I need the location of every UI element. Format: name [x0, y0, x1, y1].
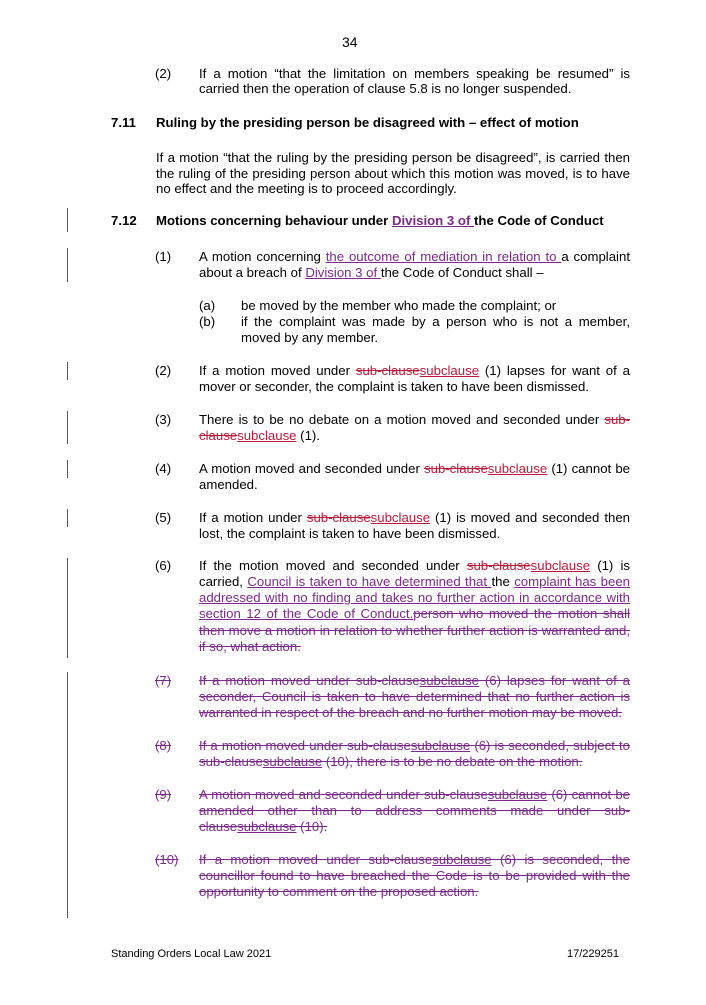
item-number: (2) — [155, 363, 172, 378]
paragraph-line: If a motion “that the limitation on members speaking be resumed” is — [199, 66, 630, 81]
paragraph-line: warranted in respect of the breach and no further motion may be moved. — [199, 705, 622, 720]
change-bar — [67, 558, 68, 658]
paragraph-line: mover or seconder, the complaint is taken to have been dismissed. — [199, 379, 589, 394]
change-bar — [67, 509, 68, 527]
paragraph-line: lost, the complaint is taken to have been dismissed. — [199, 526, 501, 541]
item-number: (7) — [155, 673, 172, 688]
item-number: (10) — [155, 852, 179, 867]
paragraph-line: seconder, Council is taken to have determined that no further action is — [199, 689, 630, 704]
item-number: (2) — [155, 66, 172, 81]
paragraph-line: clausesubclause (10). — [199, 819, 328, 834]
change-bar — [67, 411, 68, 444]
paragraph-line: amended other than to address comments made under sub- — [199, 803, 630, 818]
item-number: (3) — [155, 412, 172, 427]
paragraph-line: A motion moved and seconded under sub-clausesubclause (1) cannot be — [199, 461, 630, 476]
paragraph-line: councillor found to have breached the Code is to be provided with the — [199, 868, 630, 883]
item-number: (1) — [155, 249, 172, 264]
change-bar — [67, 208, 68, 232]
paragraph-line: no effect and the meeting is to proceed accordingly. — [156, 181, 457, 196]
paragraph-line: if the complaint was made by a person who is not a member, — [241, 314, 630, 329]
footer-title: Standing Orders Local Law 2021 — [111, 948, 272, 960]
footer-reference: 17/229251 — [567, 948, 619, 960]
section-title: Motions concerning behaviour under Division 3 of the Code of Conduct — [156, 213, 604, 228]
paragraph-line: be moved by the member who made the complaint; or — [241, 298, 557, 313]
section-number: 7.12 — [111, 213, 137, 228]
section-title: Ruling by the presiding person be disagreed with – effect of motion — [156, 115, 579, 130]
change-bar — [67, 460, 68, 478]
subitem-number: (a) — [199, 298, 216, 313]
paragraph-line: If a motion moved under sub-clausesubclause (6) is seconded, the — [199, 852, 630, 867]
change-bar — [67, 362, 68, 380]
subitem-number: (b) — [199, 314, 216, 329]
paragraph-line: if so, what action. — [199, 639, 301, 654]
paragraph-line: the ruling of the presiding person about which this motion was moved, is to have — [156, 166, 630, 181]
paragraph-line: addressed with no finding and takes no further action in accordance with — [199, 590, 630, 605]
paragraph-line: section 12 of the Code of Conduct.person who moved the motion shall — [199, 606, 631, 621]
paragraph-line: A motion concerning the outcome of mediation in relation to a complaint — [199, 249, 630, 264]
paragraph-line: There is to be no debate on a motion moved and seconded under sub- — [199, 412, 630, 427]
page-number: 34 — [342, 34, 358, 50]
item-number: (4) — [155, 461, 172, 476]
paragraph-line: If a motion moved under sub-clausesubclause (1) lapses for want of a — [199, 363, 630, 378]
item-number: (6) — [155, 558, 172, 573]
paragraph-line: A motion moved and seconded under sub-clausesubclause (6) cannot be — [199, 787, 630, 802]
item-number: (8) — [155, 738, 172, 753]
paragraph-line: about a breach of Division 3 of the Code of Conduct shall – — [199, 265, 544, 280]
paragraph-line: carried, Council is taken to have determined that the complaint has been — [199, 574, 631, 589]
change-bar — [67, 248, 68, 282]
paragraph-line: moved by any member. — [241, 330, 379, 345]
paragraph-line: If the motion moved and seconded under sub-clausesubclause (1) is — [199, 558, 630, 573]
change-bar — [67, 672, 68, 918]
paragraph-line: If a motion moved under sub-clausesubclause (6) is seconded, subject to — [199, 738, 630, 753]
paragraph-line: sub-clausesubclause (10), there is to be no debate on the motion. — [199, 754, 583, 769]
section-number: 7.11 — [111, 115, 136, 130]
item-number: (5) — [155, 510, 172, 525]
item-number: (9) — [155, 787, 172, 802]
paragraph-line: If a motion moved under sub-clausesubclause (6) lapses for want of a — [199, 673, 630, 688]
paragraph-line: carried then the operation of clause 5.8 is no longer suspended. — [199, 81, 572, 96]
paragraph-line: then move a motion in relation to whether further action is warranted and, — [199, 623, 630, 638]
paragraph-line: opportunity to comment on the proposed action. — [199, 884, 479, 899]
paragraph-line: If a motion under sub-clausesubclause (1) is moved and seconded then — [199, 510, 630, 525]
paragraph-line: If a motion “that the ruling by the presiding person be disagreed”, is carried then — [156, 150, 630, 165]
paragraph-line: clausesubclause (1). — [199, 428, 320, 443]
paragraph-line: amended. — [199, 477, 258, 492]
